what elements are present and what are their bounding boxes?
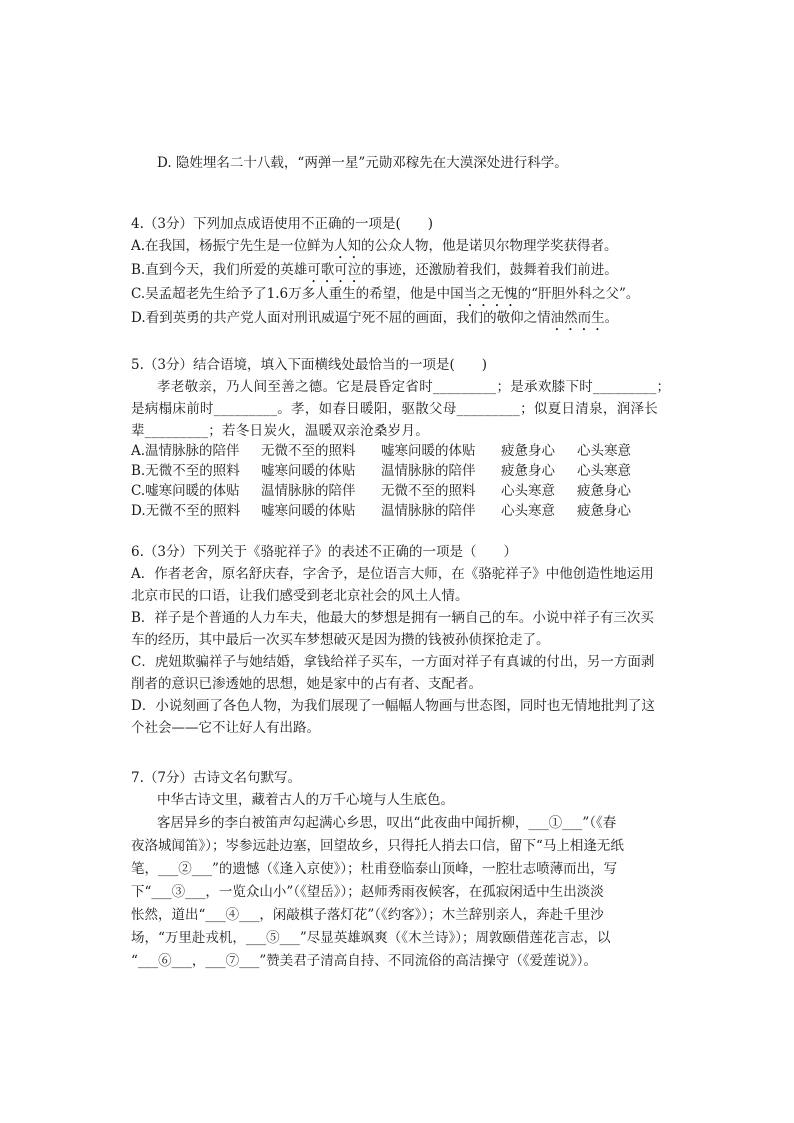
q7-line-5: 怅然，道出“___④___，闲敲棋子落灯花”（《约客》）；木兰辞别亲人，奔赴千里沙 [131, 907, 604, 923]
q7-line-7: “___⑥___，___⑦___”赞美君子清高自持、不同流俗的高洁操守（《爱莲说》）。 [131, 953, 598, 969]
q4-option-b: B.直到今天，我们所爱的英雄可歌可泣的事迹，还激励着我们，鼓舞着我们前进。 [131, 262, 618, 278]
q4-option-d: D.看到英勇的共产党人面对刑讯威逼宁死不屈的画面，我们的敬仰之情油然而生。 [131, 310, 619, 326]
q6-option-c-line-2: 削者的意识已渗透她的思想，她是家中的占有者、支配者。 [131, 676, 482, 692]
emphasized-idiom: 人知 [334, 238, 362, 254]
q6-option-b-line-1: B．祥子是个普通的人力车夫，他最大的梦想是拥有一辆自己的车。小说中祥子有三次买 [131, 610, 654, 626]
q6-option-d-line-2: 个社会——它不让好人有出路。 [131, 720, 320, 736]
q7-line-4: 下“___③___，一览众山小”（《望岳》）；赵师秀雨夜候客，在孤寂闲适中生出淡淡 [131, 884, 604, 900]
q6-option-a-line-2: 北京市民的口语，让我们感受到老北京社会的风土人情。 [131, 588, 469, 604]
q7-line-2: 夜洛城闻笛》）；岑参远赴边塞，回望故乡，只得托人捎去口信，留下“马上相逢无纸 [131, 838, 624, 854]
q5-passage-line-1: 孝老敬亲，乃人间至善之德。它是晨昏定省时_________；是承欢膝下时_________； [157, 379, 671, 395]
q5-passage-line-2: 是病榻床前时_________。孝，如春日暖阳，驱散父母_________；似夏日清泉，润泽长 [131, 401, 659, 417]
q7-line-6: 场，“万里赴戎机，___⑤___”尽显英雄飒爽（《木兰诗》）；周敦颐借莲花言志，以 [131, 930, 611, 946]
q7-line-1: 客居异乡的李白被笛声勾起满心乡思，叹出“此夜曲中闻折柳，___①___”（《春 [157, 815, 617, 831]
emphasized-idiom: 当之无愧 [463, 286, 518, 302]
q6-option-d-line-1: D．小说刻画了各色人物，为我们展现了一幅幅人物画与世态图，同时也无情地批判了这 [131, 698, 655, 714]
q6-option-a-line-1: A．作者老舍，原名舒庆春，字舍予，是位语言大师，在《骆驼祥子》中他创造性地运用 [131, 566, 654, 582]
q7-line-3: 笔，___②___”的遗憾（《逢入京使》）；杜甫登临泰山顶峰，一腔壮志喷薄而出，写 [131, 861, 618, 877]
q4-option-a: A.在我国，杨振宁先生是一位鲜为人知的公众人物，他是诺贝尔物理学奖获得者。 [131, 238, 618, 254]
emphasized-idiom: 可歌可泣 [307, 262, 362, 278]
q5-passage-line-3: 辈_________；若冬日炭火，温暖双亲沧桑岁月。 [131, 423, 430, 439]
q4-stem: 4.（3分）下列加点成语使用不正确的一项是( ) [131, 216, 434, 232]
emphasized-idiom: 油然而生 [550, 310, 605, 326]
q5-stem: 5.（3分）结合语境，填入下面横线处最恰当的一项是( ) [131, 357, 488, 373]
q4-option-c: C.吴孟超老先生给予了1.6万多人重生的希望，他是中国当之无愧的“肝胆外科之父”。 [131, 286, 640, 302]
option-d-line: D. 隐姓埋名二十八载，“两弹一星”元勋邓稼先在大漠深处进行科学。 [157, 155, 568, 171]
q6-option-c-line-1: C．虎妞欺骗祥子与她结婚，拿钱给祥子买车，一方面对祥子有真诚的付出，另一方面剥 [131, 654, 655, 670]
q6-option-b-line-2: 车的经历，其中最后一次买车梦想破灭是因为攒的钱被孙侦探抢走了。 [131, 632, 550, 648]
q6-stem: 6.（3分）下列关于《骆驼祥子》的表述不正确的一项是（ ） [131, 544, 517, 560]
q7-intro: 中华古诗文里，藏着古人的万千心境与人生底色。 [157, 792, 454, 808]
q7-stem: 7.（7分）古诗文名句默写。 [131, 770, 301, 786]
